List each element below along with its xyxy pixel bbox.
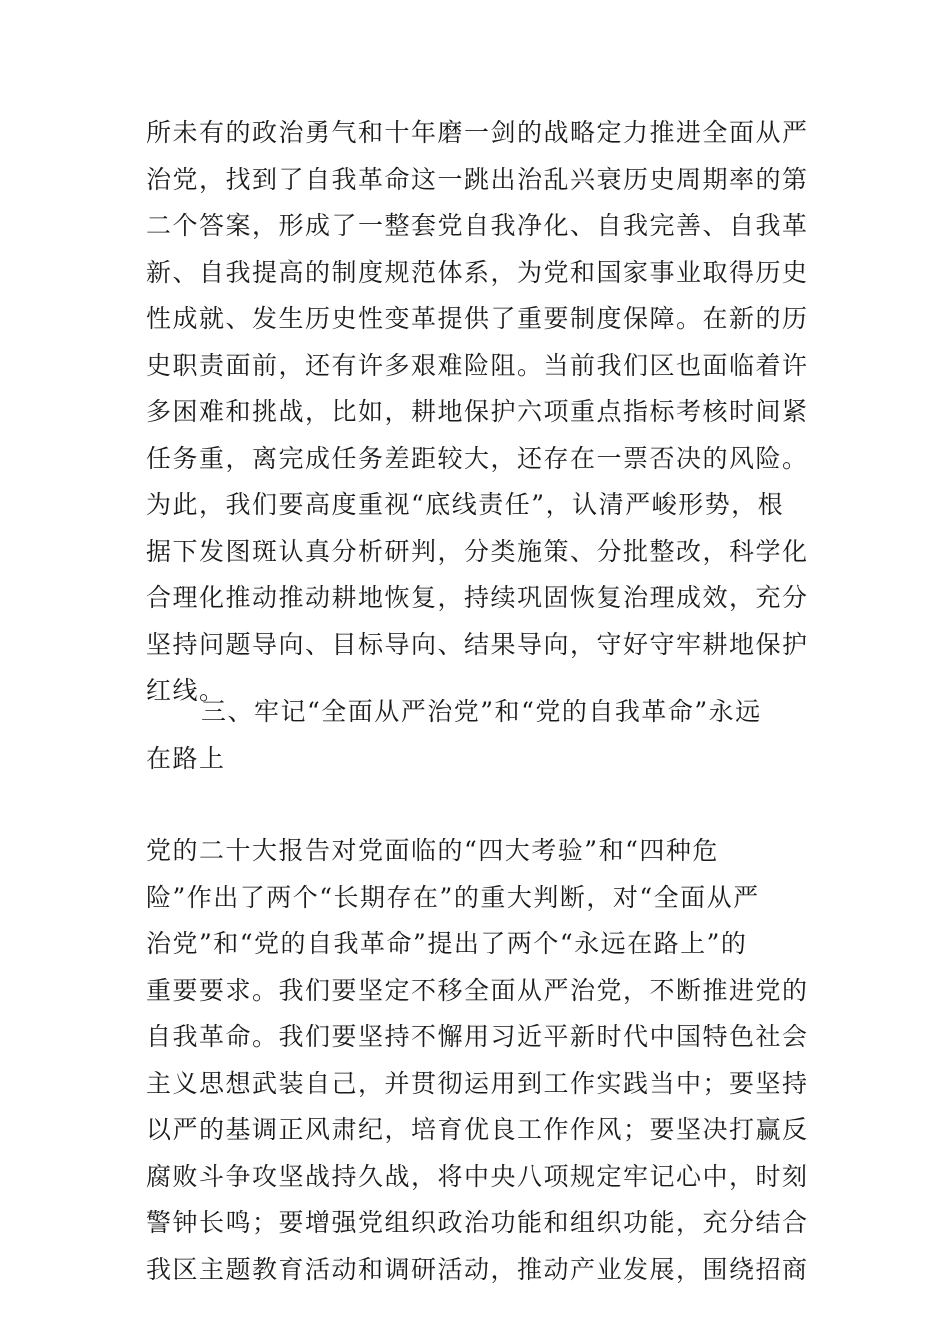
text-line: 据下发图斑认真分析研判，分类施策、分批整改，科学化 (146, 536, 809, 566)
text-line: 我区主题教育活动和调研活动，推动产业发展，围绕招商 (146, 1254, 809, 1284)
text-line: 治党，找到了自我革命这一跳出治乱兴衰历史周期率的第 (146, 164, 809, 194)
text-line: 党的二十大报告对党面临的“四大考验”和“四种危 (146, 836, 719, 865)
section-heading-3 (146, 689, 816, 782)
body-paragraph-1 (146, 110, 816, 715)
text-line: 坚持问题导向、目标导向、结果导向，守好守牢耕地保护 (146, 629, 809, 659)
heading-line: 三、牢记“全面从严治党”和“党的自我革命”永远 (201, 697, 762, 726)
text-line: 主义思想武装自己，并贯彻运用到工作实践当中；要坚持 (146, 1068, 809, 1098)
text-line: 红线。 (146, 676, 226, 705)
text-line: 合理化推动推动耕地恢复，持续巩固恢复治理成效，充分 (146, 583, 809, 612)
text-line: 任务重，离完成任务差距较大，还存在一票否决的风险。 (146, 443, 809, 473)
text-line: 自我革命。我们要坚持不懈用习近平新时代中国特色社会 (146, 1022, 809, 1051)
body-paragraph-2 (146, 828, 816, 1293)
text-line: 以严的基调正风肃纪，培育优良工作作风；要坚决打赢反 (146, 1115, 809, 1144)
text-line: 性成就、发生历史性变革提供了重要制度保障。在新的历 (146, 304, 809, 333)
text-line: 警钟长鸣；要增强党组织政治功能和组织功能，充分结合 (146, 1208, 809, 1237)
text-line: 新、自我提高的制度规范体系，为党和国家事业取得历史 (146, 257, 809, 287)
text-line: 史职责面前，还有许多艰难险阻。当前我们区也面临着许 (146, 350, 809, 380)
heading-line: 在路上 (146, 743, 226, 773)
text-line: 腐败斗争攻坚战持久战，将中央八项规定牢记心中，时刻 (146, 1161, 809, 1191)
text-line: 所未有的政治勇气和十年磨一剑的战略定力推进全面从严 (146, 118, 809, 147)
text-line: 多困难和挑战，比如，耕地保护六项重点指标考核时间紧 (146, 397, 809, 426)
text-line: 为此，我们要高度重视“底线责任”，认清严峻形势，根 (146, 490, 785, 519)
text-line: 治党”和“党的自我革命”提出了两个“永远在路上”的 (146, 929, 748, 958)
text-line: 险”作出了两个“长期存在”的重大判断，对“全面从严 (146, 882, 760, 912)
text-line: 重要要求。我们要坚定不移全面从严治党，不断推进党的 (146, 975, 809, 1005)
text-line: 二个答案，形成了一整套党自我净化、自我完善、自我革 (146, 211, 809, 240)
